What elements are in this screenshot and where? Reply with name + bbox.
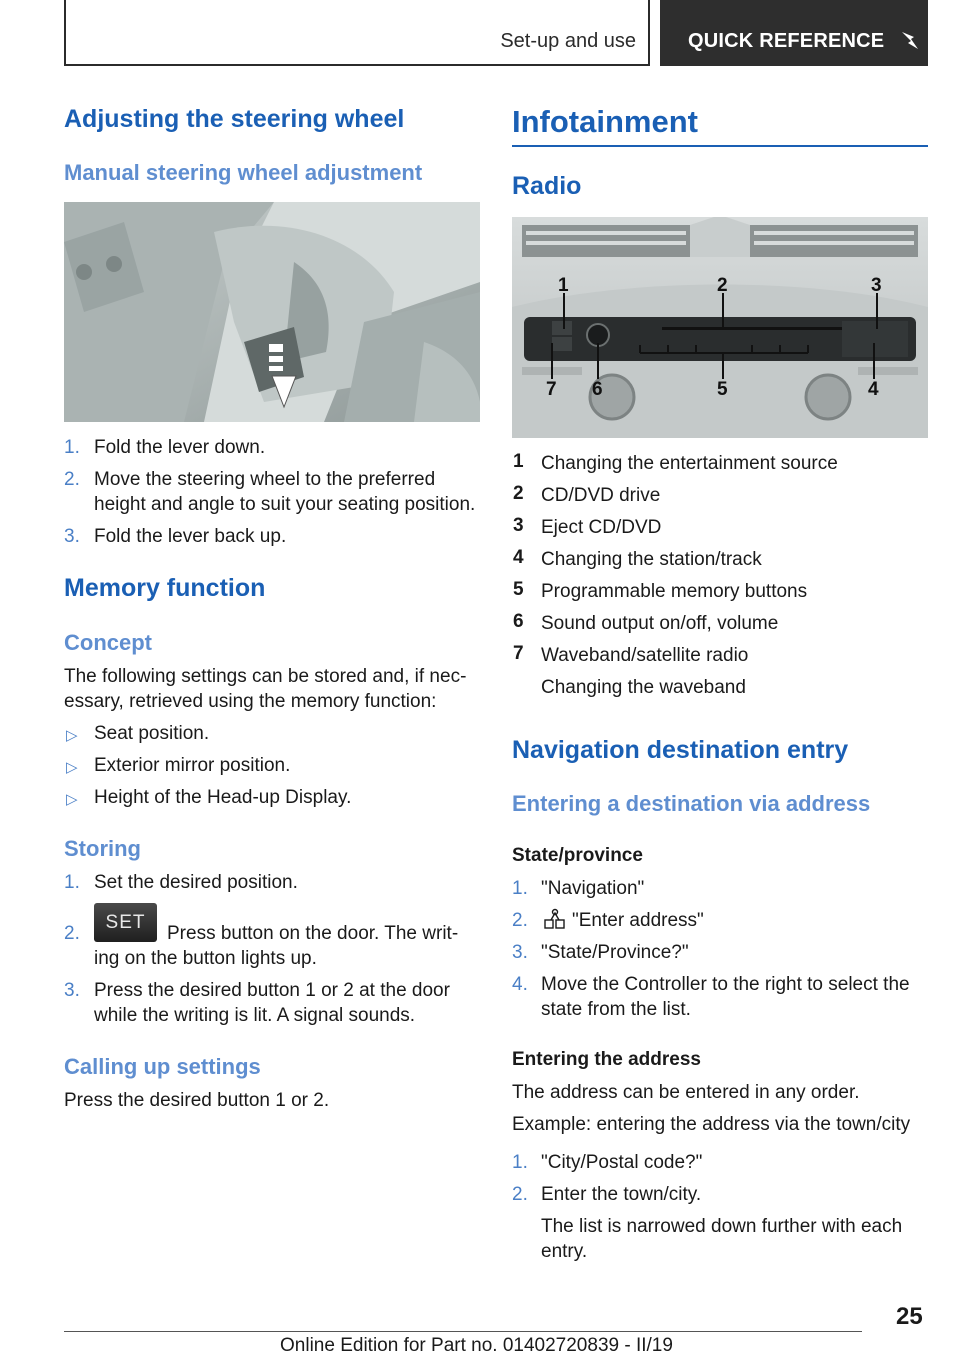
step-text: Press the desired button 1 or 2 at the door (94, 980, 450, 1001)
legend-number: 1 (513, 451, 524, 472)
entering-address-heading: Entering the address (512, 1049, 701, 1070)
step-number: 1. (512, 1152, 528, 1173)
concept-title: Concept (64, 630, 152, 655)
bullet-triangle-icon: ▷ (66, 727, 78, 744)
callout-5: 5 (717, 379, 728, 400)
callout-4: 4 (868, 379, 879, 400)
storing-title: Storing (64, 836, 141, 861)
bullet-triangle-icon: ▷ (66, 759, 78, 776)
infotainment-title: Infotainment (512, 104, 698, 139)
step-text: Fold the lever down. (94, 437, 266, 458)
header-quick-reference-label: QUICK REFERENCE (688, 30, 885, 52)
legend-text: Programmable memory buttons (541, 581, 808, 602)
radio-title: Radio (512, 172, 582, 200)
step-number: 3. (64, 980, 80, 1001)
step-text: "Enter address" (572, 910, 704, 931)
legend-number: 6 (513, 611, 524, 632)
steering-column-photo (64, 202, 480, 422)
step-text: Fold the lever back up. (94, 526, 287, 547)
callout-7: 7 (546, 379, 557, 400)
destination-address-subtitle: Entering a destination via address (512, 791, 871, 816)
callout-1: 1 (558, 275, 569, 296)
address-entry-icon (544, 908, 566, 932)
step-number: 2. (512, 910, 528, 931)
legend-number: 7 (513, 643, 524, 664)
step-text: height and angle to suit your seating position. (94, 494, 476, 515)
legend-text: Eject CD/DVD (541, 517, 662, 538)
legend-text: Changing the entertainment source (541, 453, 838, 474)
legend-number: 2 (513, 483, 524, 504)
step-text: Move the Controller to the right to select the (541, 974, 910, 995)
step-text: Move the steering wheel to the preferred (94, 469, 436, 490)
step-text: The list is narrowed down further with each (541, 1216, 903, 1237)
bullet-text: Seat position. (94, 723, 210, 744)
step-number: 3. (512, 942, 528, 963)
bullet-text: Height of the Head-up Display. (94, 787, 352, 808)
header-quick-reference-box (660, 0, 928, 66)
concept-text: essary, retrieved using the memory function: (64, 691, 437, 712)
step-text: "City/Postal code?" (541, 1152, 703, 1173)
step-number: 3. (64, 526, 80, 547)
step-text: Set the desired position. (94, 872, 298, 893)
concept-text: The following settings can be stored and, if nec- (64, 666, 467, 687)
calling-up-title: Calling up settings (64, 1054, 261, 1079)
bullet-text: Exterior mirror position. (94, 755, 291, 776)
legend-text: Sound output on/off, volume (541, 613, 779, 634)
callout-3: 3 (871, 275, 882, 296)
callout-6: 6 (592, 379, 603, 400)
legend-number: 4 (513, 547, 524, 568)
set-button-icon: SET (94, 903, 157, 942)
footer-edition: Online Edition for Part no. 01402720839 - II/19 (280, 1335, 673, 1356)
step-text: "State/Province?" (541, 942, 689, 963)
step-text: state from the list. (541, 999, 691, 1020)
header-section-box (64, 0, 650, 66)
legend-text: Changing the waveband (541, 677, 746, 698)
step-text: "Navigation" (541, 878, 645, 899)
step-text: Enter the town/city. (541, 1184, 702, 1205)
step-text: Press button on the door. The writ- (167, 923, 459, 944)
legend-text: Changing the station/track (541, 549, 762, 570)
manual-adjustment-subtitle: Manual steering wheel adjustment (64, 160, 423, 185)
legend-number: 3 (513, 515, 524, 536)
step-number: 4. (512, 974, 528, 995)
address-text: The address can be entered in any order. (512, 1082, 860, 1103)
step-number: 2. (64, 923, 80, 944)
header-section-label: Set-up and use (500, 30, 636, 52)
legend-number: 5 (513, 579, 524, 600)
legend-text: CD/DVD drive (541, 485, 661, 506)
page-number: 25 (896, 1303, 923, 1330)
bullet-triangle-icon: ▷ (66, 791, 78, 808)
state-province-heading: State/province (512, 845, 643, 866)
step-text: ing on the button lights up. (94, 948, 317, 969)
lightning-icon (898, 28, 922, 52)
legend-text: Waveband/satellite radio (541, 645, 749, 666)
steering-wheel-title: Adjusting the steering wheel (64, 105, 405, 133)
step-text: entry. (541, 1241, 588, 1262)
step-number: 2. (64, 469, 80, 490)
step-number: 1. (64, 872, 80, 893)
footer-divider (64, 1331, 862, 1332)
step-number: 2. (512, 1184, 528, 1205)
navigation-title: Navigation destination entry (512, 736, 849, 764)
memory-function-title: Memory function (64, 574, 266, 602)
example-text: Example: entering the address via the town/city (512, 1114, 911, 1135)
calling-up-text: Press the desired button 1 or 2. (64, 1090, 330, 1111)
callout-2: 2 (717, 275, 728, 296)
radio-panel-photo (512, 217, 928, 438)
step-number: 1. (512, 878, 528, 899)
step-text: while the writing is lit. A signal sounds. (94, 1005, 416, 1026)
title-divider (512, 145, 928, 147)
step-number: 1. (64, 437, 80, 458)
